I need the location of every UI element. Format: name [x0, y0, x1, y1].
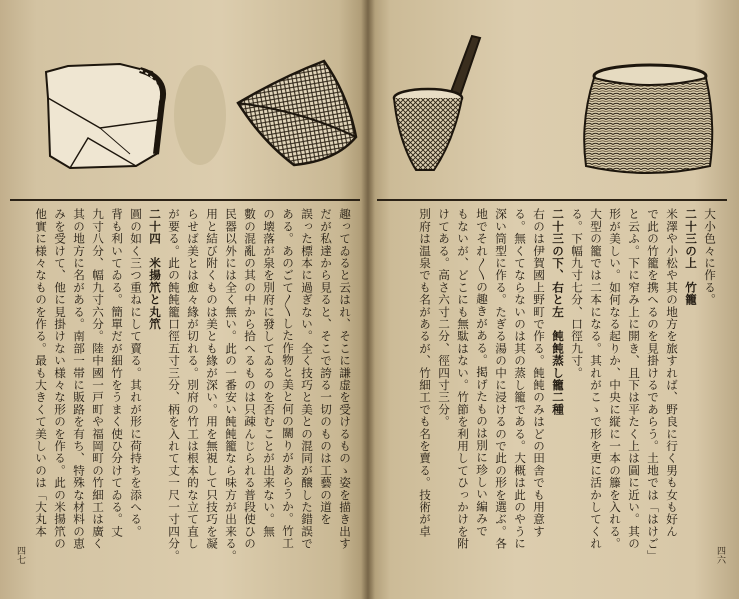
text-line: 背も利いてゐる。簡單だが細竹をうまく使ひ分けてゐる。丈 — [110, 208, 124, 538]
section-heading: 二十三の下、右と左 飩飩蒸し籠二種 — [551, 208, 565, 416]
handled-dipper-basket-illustration — [388, 30, 498, 180]
text-line: 九寸八分、幅九寸六分。陸中國一戸町や福岡町の竹細工は廣く — [91, 208, 105, 550]
text-line: で此の竹籠を携へるのを見掛けるであらう。土地では「はけご」 — [646, 208, 660, 562]
left-page-rule — [10, 199, 360, 201]
round-woven-basket-illustration — [578, 62, 718, 180]
text-line: 形が美しい。如何なる起りか、中央に縦に一本の籐を入れる。 — [608, 208, 622, 550]
text-line: 地でそれ〳〵の趣きがある。掲げたものは別に珍しい編みで — [475, 208, 489, 537]
text-line: の壊落が泉を別府に發してゐるのを否むことが出来ない。無 — [262, 208, 276, 538]
text-line: 誤った標本に過ぎない。全く技巧と美との混同が醸した錯誤で — [300, 208, 314, 550]
text-line: もないが、どこにも無駄はない。竹節を利用してひっかけを附 — [456, 208, 470, 550]
text-line: 數の混亂の其の中から拾へるものは只疎んじられる普段使ひの — [243, 208, 257, 550]
text-line: が要る。此の飩飩籠口徑五寸三分、柄を入れて丈一尺一寸四分。 — [167, 208, 181, 562]
text-line: 用と結び附くものは美とも緣が深い。用を無視して只技巧を凝 — [205, 208, 219, 550]
left-page-number: 四七 — [15, 546, 25, 564]
text-line: らせば美とは愈々緣が切れる。別府の竹工は根本的な立て直し — [186, 208, 200, 550]
text-line: 大小色々に作る。 — [703, 208, 717, 306]
text-line: 大型の籠では二本になる。其れがこゝで形を更に活かしてくれ — [589, 208, 603, 550]
right-page-body-text — [415, 208, 719, 562]
text-line: 圓の如く三つ重ねにして賣る。其れが形に荷持ちを添へる。 — [129, 208, 143, 538]
book-gutter — [361, 0, 375, 599]
text-line: 民器以外には全く無い。此の一番安い飩飩籠なら味方が出来る。 — [224, 208, 238, 562]
text-line: 其の地方に名がある。南部一帯に販路を有ち、特殊な材料の恵 — [72, 208, 86, 550]
right-page — [368, 0, 739, 599]
text-line: けてある。高さ六寸二分、徑四寸三分。 — [437, 208, 451, 428]
woven-scoop-basket-illustration — [232, 55, 362, 175]
text-line: ある。あのごて〳〵した作物と美と何の關りがあらうか。竹工 — [281, 208, 295, 549]
text-line: だが私達から見ると、そこで誇る一切のものは工藝の道を — [319, 208, 333, 526]
text-line: と云ふ。下に窄み上に開き、且下は平たく上は圓に近い。其の — [627, 208, 641, 550]
section-heading: 二十四 米揚笊と丸笊 — [148, 208, 162, 330]
text-line: 他實に様々なものを作る。最も大きくて美しいのは「大丸本 — [34, 208, 48, 538]
cloth-basket-illustration — [40, 58, 170, 173]
text-line: みを受けて、他に見掛けない様々な形のを作る。此の米揚笊の — [53, 208, 67, 550]
text-line: る。下幅九寸七分、口徑九寸。 — [570, 208, 584, 379]
text-line: 趣ってゐると云はれ、そこに謙虚を受けるものゝ姿を描き出す — [338, 208, 352, 550]
left-page-body-text — [31, 208, 354, 562]
text-line: 米澤や小松や其の地方を旅すれば、野良に行く男も女も好ん — [665, 208, 679, 538]
faint-shadow-illustration — [170, 60, 230, 170]
right-page-number: 四六 — [715, 546, 725, 564]
right-page-rule — [377, 199, 727, 201]
left-page — [0, 0, 368, 599]
text-line: 右のは伊賀國上野町で作る。飩飩のみはどの田舎でも用意す — [532, 208, 546, 538]
text-line: 別府は温泉でも名があるが、竹細工でも名を賣る。技術が卓 — [418, 208, 432, 538]
text-line: 深い筒型に作る。たぎる湯の中に浸けるので此の形を選ぶ。各 — [494, 208, 508, 550]
section-heading: 二十三の上 竹籠 — [684, 208, 698, 306]
text-line: る。無くてならないのは其の蒸し籠である。大概は此のやうに — [513, 208, 527, 550]
